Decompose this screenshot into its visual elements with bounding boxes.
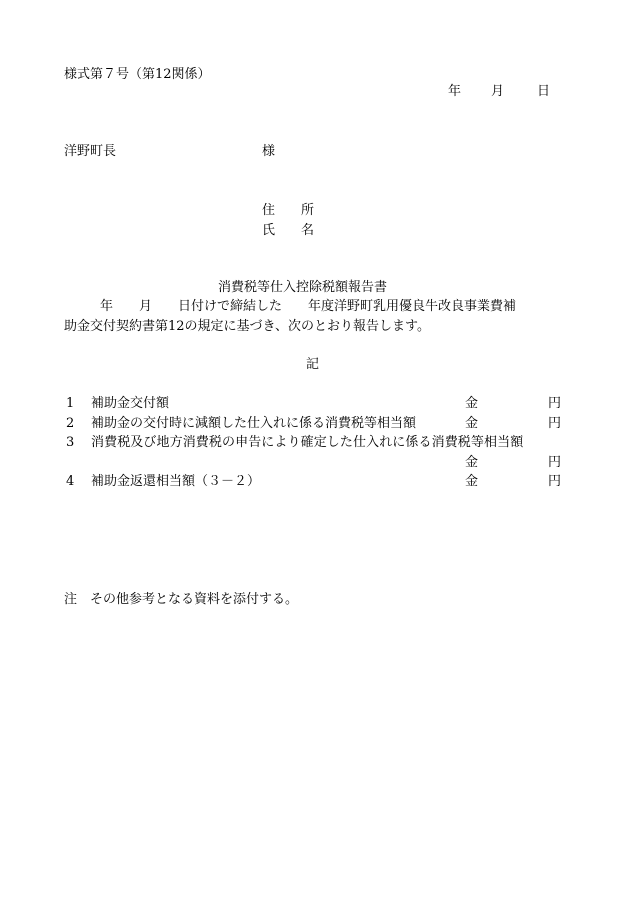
date-month-label: 月 — [491, 84, 505, 99]
item-kin-label: 金 — [465, 416, 479, 431]
recipient-honorific: 様 — [262, 144, 276, 159]
name-label: 氏 名 — [262, 223, 315, 238]
item-label: 補助金の交付時に減額した仕入れに係る消費税等相当額 — [91, 416, 417, 431]
item-label: 消費税及び地方消費税の申告により確定した仕入れに係る消費税等相当額 — [91, 435, 524, 450]
body-text-line-2: 助金交付契約書第12の規定に基づき、次のとおり報告します。 — [64, 319, 430, 334]
form-number: 様式第７号（第12関係） — [64, 67, 211, 82]
address-label: 住 所 — [262, 203, 315, 218]
item-kin-label: 金 — [465, 455, 479, 470]
item-yen-label: 円 — [548, 416, 562, 431]
item-kin-label: 金 — [465, 396, 479, 411]
item-kin-label: 金 — [465, 474, 479, 489]
item-yen-label: 円 — [548, 396, 562, 411]
recipient-name: 洋野町長 — [64, 144, 117, 159]
body-text-line-1: 年 月 日付けで締結した 年度洋野町乳用優良牛改良事業費補 — [100, 299, 517, 314]
item-yen-label: 円 — [548, 455, 562, 470]
date-year-label: 年 — [448, 84, 462, 99]
item-label: 補助金交付額 — [91, 396, 170, 411]
date-day-label: 日 — [537, 84, 551, 99]
item-label: 補助金返還相当額（３－２） — [91, 474, 261, 489]
item-number: 3 — [66, 435, 75, 450]
item-number: 2 — [66, 416, 75, 431]
item-yen-label: 円 — [548, 474, 562, 489]
attachment-note: 注 その他参考となる資料を添付する。 — [64, 592, 299, 607]
item-number: 4 — [66, 474, 75, 489]
document-title: 消費税等仕入控除税額報告書 — [218, 280, 388, 295]
ki-heading: 記 — [306, 357, 320, 372]
item-number: 1 — [66, 396, 75, 411]
